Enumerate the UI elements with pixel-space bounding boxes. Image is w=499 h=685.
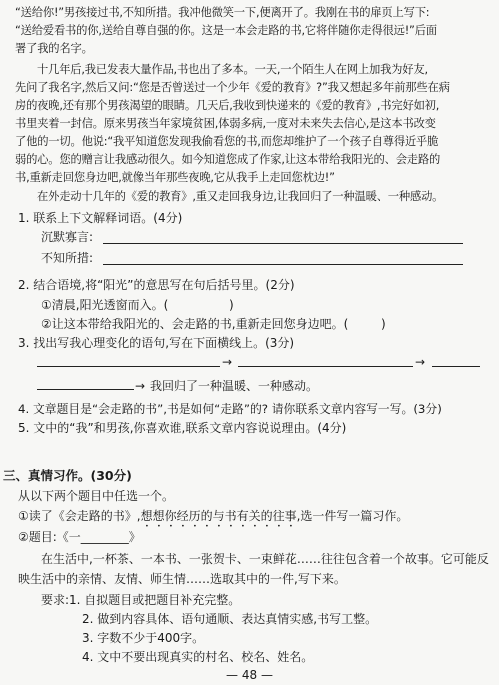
q1-answer-line-a[interactable] [103, 243, 463, 244]
story-line-1: “送给你!”男孩接过书,不知所措。我冲他微笑一下,便离开了。我刚在书的扉页上写下: [15, 5, 430, 19]
story-line-3: 署了我的名字。 [15, 41, 93, 55]
question-5: 5. 文中的“我”和男孩,你喜欢谁,联系文章内容说说理由。(4分) [18, 421, 347, 436]
requirement-2: 2. 做到内容具体、语句通顺、表达真情实感,书写工整。 [82, 611, 378, 626]
story-line-5: 先问了我名字,然后又问:“您是否曾送过一个少年《爱的教育》?”我又想起多年前那些在病 [15, 80, 450, 94]
requirement-3: 3. 字数不少于400字。 [82, 630, 205, 645]
section-heading: 三、真情习作。(30分) [3, 467, 132, 483]
arrow-icon: → [415, 355, 426, 370]
question-4: 4. 文章题目是“会走路的书”,书是如何“走路”的? 请你联系文章内容写一写。(3分) [18, 401, 442, 416]
q3-tail-text: 我回归了一种温暖、一种感动。 [150, 378, 319, 393]
story-line-10: 书,重新走回您身边吧,就像当年那些夜晚,它从我手上走回您枕边!” [15, 170, 335, 184]
story-line-2: “送给爱看书的你,送给自尊自强的你。这是一本会走路的书,它将伴随你走得很远!”后面 [15, 23, 437, 37]
q3-answer-line-2[interactable] [238, 366, 413, 367]
q2-item-a-close: ) [229, 298, 234, 313]
requirement-1: 要求:1. 自拟题目或把题目补充完整。 [41, 592, 241, 607]
option-1-suffix: ,选一件写一篇习作。 [296, 508, 409, 523]
arrow-icon: → [222, 355, 233, 370]
q2-item-a: ①清晨,阳光透窗而入。( [41, 298, 169, 313]
option-1-emphasis: 想想你经历的与书有关的往事 [140, 508, 297, 523]
q3-answer-line-4[interactable] [37, 389, 134, 390]
option-1-prefix: ①读了《会走路的书》, [18, 508, 141, 523]
writing-intro: 从以下两个题目中任选一个。 [18, 488, 175, 503]
page-number: — 48 — [226, 667, 273, 682]
q1-term-b: 不知所措: [41, 250, 94, 265]
question-2: 2. 结合语境,将“阳光”的意思写在句后括号里。(2分) [18, 278, 295, 293]
q3-answer-line-1[interactable] [37, 366, 220, 367]
writing-desc-2: 映生活中的亲情、友情、师生情……选取其中的一件,写下来。 [18, 572, 346, 587]
writing-option-2: ②题目:《一________》 [18, 530, 141, 545]
question-1: 1. 联系上下文解释词语。(4分) [18, 211, 183, 226]
q2-item-b-close: ) [381, 317, 386, 332]
story-line-8: 了他的一切。他说:“我平知道您发现我偷看您的书,而您却维护了一个孩子自尊得近乎脆 [15, 134, 439, 148]
story-line-6: 房的夜晚,还有那个男孩渴望的眼睛。几天后,我收到快递来的《爱的教育》,书完好如初, [15, 98, 440, 112]
story-line-11: 在外走动十几年的《爱的教育》,重又走回我身边,让我回归了一种温暖、一种感动。 [37, 190, 444, 204]
question-3: 3. 找出写我心理变化的语句,写在下面横线上。(3分) [18, 336, 295, 351]
story-line-9: 弱的心。您的赠言让我感动很久。如今知道您成了作家,让这本带给我阳光的、会走路的 [15, 152, 441, 166]
story-line-7: 书里夹着一封信。原来男孩当年家境贫困,体弱多病,一度对未来失去信心,是这本书改变 [15, 116, 436, 130]
q3-answer-line-3[interactable] [432, 366, 480, 367]
writing-option-1 [18, 509, 408, 530]
arrow-icon: → [135, 378, 146, 393]
story-line-4: 十几年后,我已发表大量作品,书也出了多本。一天,一个陌生人在网上加我为好友, [37, 62, 428, 76]
writing-desc-1: 在生活中,一杯茶、一本书、一张贺卡、一束鲜花……往往包含着一个故事。它可能反 [41, 552, 489, 567]
q1-answer-line-b[interactable] [103, 264, 463, 265]
requirement-4: 4. 文中不要出现真实的村名、校名、姓名。 [82, 649, 314, 664]
q2-item-b: ②让这本带给我阳光的、会走路的书,重新走回您身边吧。( [41, 317, 349, 332]
q1-term-a: 沉默寡言: [41, 230, 94, 245]
